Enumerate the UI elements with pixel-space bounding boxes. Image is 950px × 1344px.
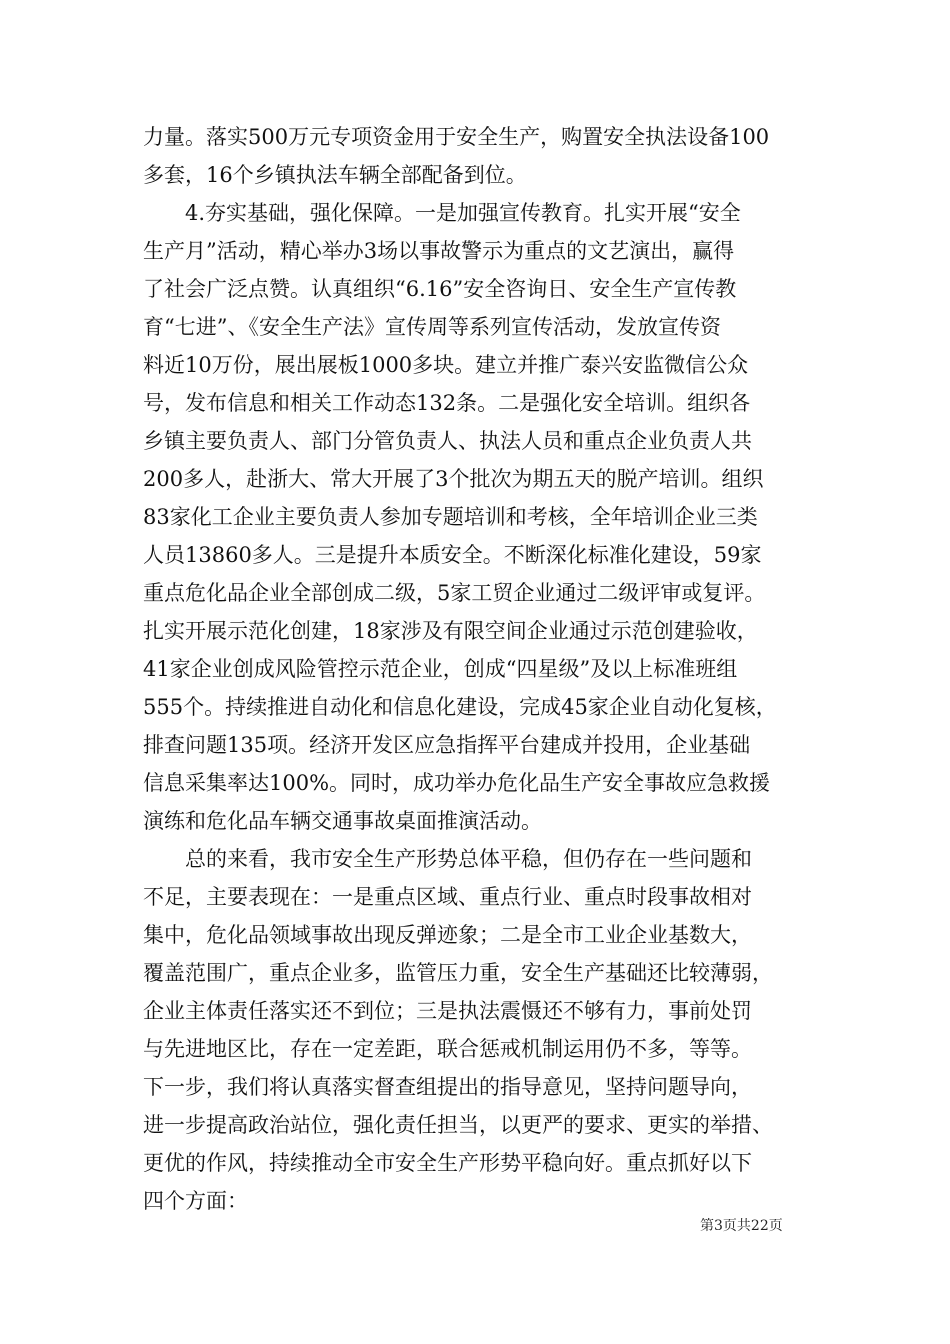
text-line: 号，发布信息和相关工作动态132条。二是强化安全培训。组织各 [143,391,751,415]
text-line: 更优的作风，持续推动全市安全生产形势平稳向好。重点抓好以下 [143,1151,752,1175]
text-line: 企业主体责任落实还不到位；三是执法震慑还不够有力，事前处罚 [143,999,752,1023]
text-line: 力量。落实500万元专项资金用于安全生产，购置安全执法设备100 [143,125,770,149]
text-line: 演练和危化品车辆交通事故桌面推演活动。 [143,809,542,833]
text-line: 扎实开展示范化创建，18家涉及有限空间企业通过示范创建验收， [143,619,758,643]
text-line: 人员13860多人。三是提升本质安全。不断深化标准化建设，59家 [143,543,762,567]
text-line: 乡镇主要负责人、部门分管负责人、执法人员和重点企业负责人共 [143,429,752,453]
text-line: 下一步，我们将认真落实督查组提出的指导意见，坚持问题导向， [143,1075,752,1099]
body-text [143,118,811,1220]
paragraph-start-line: 4.夯实基础，强化保障。一是加强宣传教育。扎实开展“安全 [185,201,741,225]
text-line: 育“七进”、《安全生产法》宣传周等系列宣传活动，发放宣传资 [143,315,721,339]
text-line: 料近10万份，展出展板1000多块。建立并推广泰兴安监微信公众 [143,353,749,377]
text-line: 集中，危化品领域事故出现反弹迹象；二是全市工业企业基数大， [143,923,752,947]
text-line: 重点危化品企业全部创成二级，5家工贸企业通过二级评审或复评。 [143,581,766,605]
text-line: 200多人，赴浙大、常大开展了3个批次为期五天的脱产培训。组织 [143,467,764,491]
text-line: 排查问题135项。经济开发区应急指挥平台建成并投用，企业基础 [143,733,751,757]
text-line: 与先进地区比，存在一定差距，联合惩戒机制运用仍不多，等等。 [143,1037,752,1061]
text-line: 83家化工企业主要负责人参加专题培训和考核，全年培训企业三类 [143,505,758,529]
text-line: 不足，主要表现在：一是重点区域、重点行业、重点时段事故相对 [143,885,752,909]
text-line: 进一步提高政治站位，强化责任担当，以更严的要求、更实的举措、 [143,1113,773,1137]
text-line: 生产月”活动，精心举办3场以事故警示为重点的文艺演出，赢得 [143,239,735,263]
text-line: 信息采集率达100%。同时，成功举办危化品生产安全事故应急救援 [143,771,771,795]
text-line: 41家企业创成风险管控示范企业，创成“四星级”及以上标准班组 [143,657,738,681]
text-line: 了社会广泛点赞。认真组织“6.16”安全咨询日、安全生产宣传教 [143,277,737,301]
paragraph-start-line: 总的来看，我市安全生产形势总体平稳，但仍存在一些问题和 [185,847,752,871]
text-line: 覆盖范围广，重点企业多，监管压力重，安全生产基础还比较薄弱， [143,961,773,985]
text-line: 多套，16个乡镇执法车辆全部配备到位。 [143,163,527,187]
text-line: 555个。持续推进自动化和信息化建设，完成45家企业自动化复核， [143,695,777,719]
text-line: 四个方面： [143,1189,248,1213]
page-number-footer: 第3页共22页 [700,1218,783,1234]
